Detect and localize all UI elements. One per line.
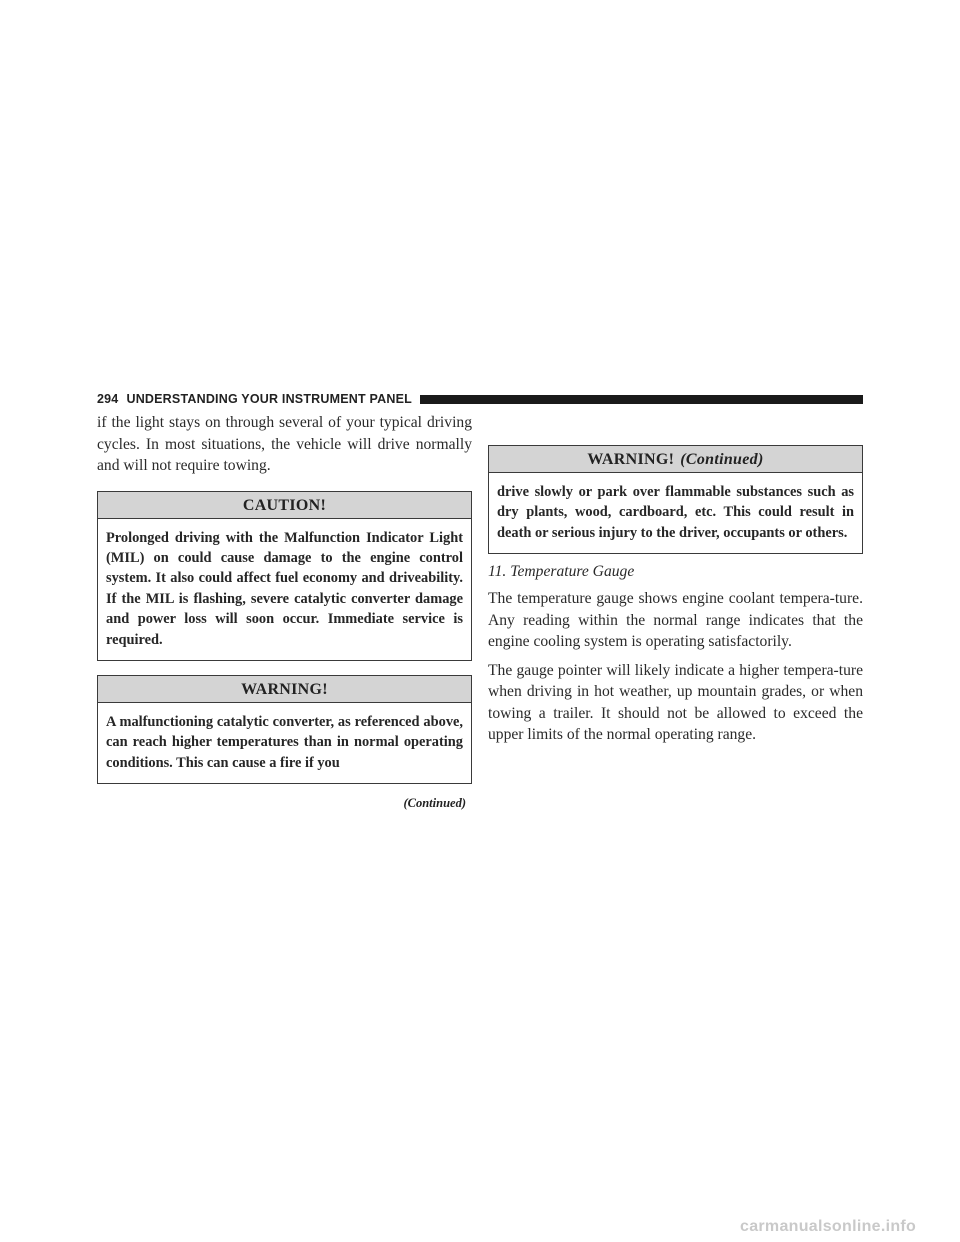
- body-paragraph: The temperature gauge shows engine coolant tempera-ture. Any reading within the normal range indicates that the engine cooling system is operating satisfactorily.: [488, 590, 863, 651]
- warning-continued-title: [489, 446, 862, 473]
- continued-label: (Continued): [403, 796, 466, 811]
- subheading-temperature-gauge: 11. Temperature Gauge: [488, 563, 635, 581]
- warning-box: [97, 675, 472, 784]
- watermark-logo: carmanualsonline.info: [740, 1218, 917, 1235]
- warning-title: WARNING!: [98, 676, 471, 703]
- page-header: [97, 390, 863, 408]
- caution-title: CAUTION!: [98, 492, 471, 519]
- left-column: [97, 412, 472, 811]
- right-column: [488, 445, 863, 746]
- body-paragraph: The gauge pointer will likely indicate a higher tempera-ture when driving in hot weather, up mountain grades, or when towing a trailer. It should not be allowed to exceed the upper limits of the normal operating range.: [488, 661, 863, 744]
- warning-continued-title-text: WARNING!: [587, 451, 675, 468]
- warning-continued-box: [488, 445, 863, 554]
- section-title: UNDERSTANDING YOUR INSTRUMENT PANEL: [126, 392, 412, 406]
- caution-box: [97, 491, 472, 661]
- intro-paragraph: if the light stays on through several of your typical driving cycles. In most situations, the vehicle will drive normally and will not require towing.: [97, 414, 472, 474]
- warning-text: A malfunctioning catalytic converter, as referenced above, can reach higher temperatures than in normal operating conditions. This can cause a fire if you: [106, 713, 463, 771]
- header-rule: [420, 395, 863, 404]
- caution-text: Prolonged driving with the Malfunction Indicator Light (MIL) on could cause damage to the engine control system. It also could affect fuel economy and driveability. If the MIL is flashing, severe catalytic converter damage and power loss will soon occur. Immediate service is required.: [106, 529, 463, 648]
- page-number: 294: [97, 392, 119, 406]
- warning-continued-label: (Continued): [680, 451, 764, 468]
- warning-continued-text: drive slowly or park over flammable substances such as dry plants, wood, cardboard, etc. This could result in death or serious injury to the driver, occupants or others.: [497, 484, 854, 541]
